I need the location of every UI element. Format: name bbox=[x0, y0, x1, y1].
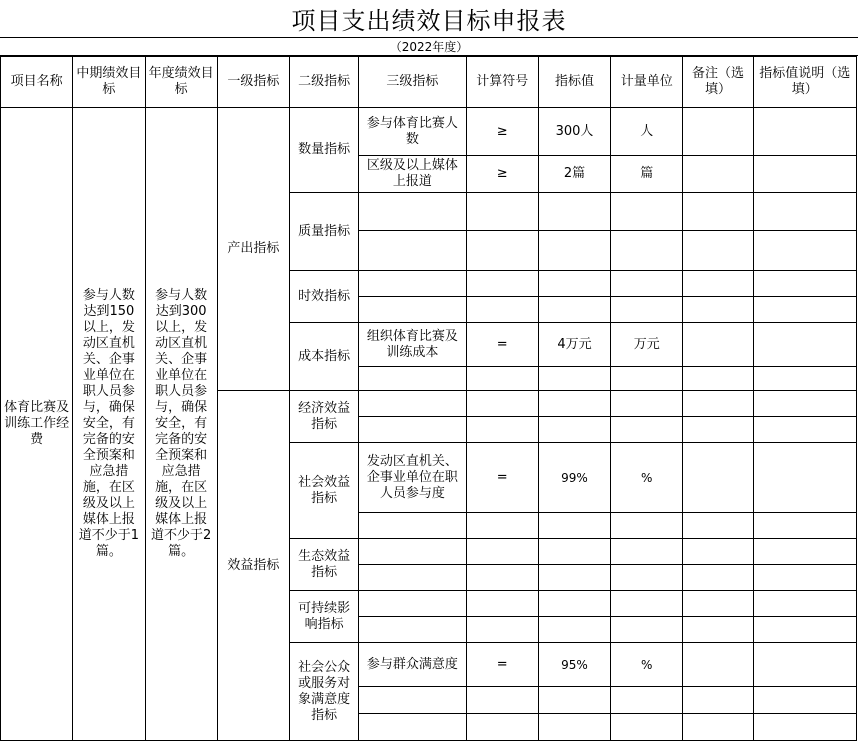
fiscal-year: （2022年度） bbox=[0, 38, 858, 56]
desc-cell bbox=[753, 643, 856, 687]
header-operator: 计算符号 bbox=[466, 57, 538, 108]
header-unit: 计量单位 bbox=[611, 57, 683, 108]
remark-cell bbox=[683, 643, 753, 687]
indicator-unit: % bbox=[611, 643, 683, 687]
indicator-value: 99% bbox=[538, 443, 610, 513]
level2-timeliness: 时效指标 bbox=[290, 271, 359, 323]
header-annual-goal: 年度绩效目标 bbox=[145, 57, 217, 108]
level2-economic: 经济效益指标 bbox=[290, 391, 359, 443]
indicator-value: 95% bbox=[538, 643, 610, 687]
indicator-unit: 篇 bbox=[611, 156, 683, 193]
level2-cost: 成本指标 bbox=[290, 323, 359, 391]
project-name-cell: 体育比赛及训练工作经费 bbox=[1, 108, 73, 741]
indicator-unit: 万元 bbox=[611, 323, 683, 367]
remark-cell bbox=[683, 156, 753, 193]
indicator-unit: % bbox=[611, 443, 683, 513]
level2-social: 社会效益指标 bbox=[290, 443, 359, 539]
mid-goal-cell: 参与人数达到150以上，发动区直机关、企事业单位在职人员参与，确保安全，有完备的安全预案和应急措施，在区级及以上媒体上报道不少于1篇。 bbox=[73, 108, 145, 741]
desc-cell bbox=[753, 323, 856, 367]
indicator-unit: 人 bbox=[611, 108, 683, 156]
level1-benefit: 效益指标 bbox=[217, 391, 289, 741]
performance-table bbox=[0, 56, 857, 741]
level2-sustainable: 可持续影响指标 bbox=[290, 591, 359, 643]
indicator-name: 参与群众满意度 bbox=[359, 643, 466, 687]
indicator-operator: ≥ bbox=[466, 108, 538, 156]
header-remark: 备注（选填） bbox=[683, 57, 753, 108]
indicator-operator: = bbox=[466, 643, 538, 687]
remark-cell bbox=[683, 323, 753, 367]
desc-cell bbox=[753, 108, 856, 156]
indicator-value: 4万元 bbox=[538, 323, 610, 367]
header-desc: 指标值说明（选填） bbox=[753, 57, 856, 108]
header-value: 指标值 bbox=[538, 57, 610, 108]
header-level1: 一级指标 bbox=[217, 57, 289, 108]
indicator-operator: = bbox=[466, 323, 538, 367]
header-project-name: 项目名称 bbox=[1, 57, 73, 108]
remark-cell bbox=[683, 108, 753, 156]
header-row bbox=[1, 57, 857, 108]
header-mid-goal: 中期绩效目标 bbox=[73, 57, 145, 108]
indicator-name: 参与体育比赛人数 bbox=[359, 108, 466, 156]
desc-cell bbox=[753, 443, 856, 513]
table-row bbox=[1, 108, 857, 156]
page-title: 项目支出绩效目标申报表 bbox=[0, 0, 858, 38]
indicator-operator: = bbox=[466, 443, 538, 513]
level2-quality: 质量指标 bbox=[290, 193, 359, 271]
desc-cell bbox=[753, 156, 856, 193]
level2-satisfaction: 社会公众或服务对象满意度指标 bbox=[290, 643, 359, 741]
header-level2: 二级指标 bbox=[290, 57, 359, 108]
level2-quantity: 数量指标 bbox=[290, 108, 359, 193]
level1-output: 产出指标 bbox=[217, 108, 289, 391]
remark-cell bbox=[683, 443, 753, 513]
level2-ecological: 生态效益指标 bbox=[290, 539, 359, 591]
indicator-value: 300人 bbox=[538, 108, 610, 156]
indicator-name: 组织体育比赛及训练成本 bbox=[359, 323, 466, 367]
indicator-operator: ≥ bbox=[466, 156, 538, 193]
indicator-value: 2篇 bbox=[538, 156, 610, 193]
header-level3: 三级指标 bbox=[359, 57, 466, 108]
annual-goal-cell: 参与人数达到300以上，发动区直机关、企事业单位在职人员参与，确保安全，有完备的安全预案和应急措施，在区级及以上媒体上报道不少于2篇。 bbox=[145, 108, 217, 741]
indicator-name: 区级及以上媒体上报道 bbox=[359, 156, 466, 193]
indicator-name: 发动区直机关、企事业单位在职人员参与度 bbox=[359, 443, 466, 513]
